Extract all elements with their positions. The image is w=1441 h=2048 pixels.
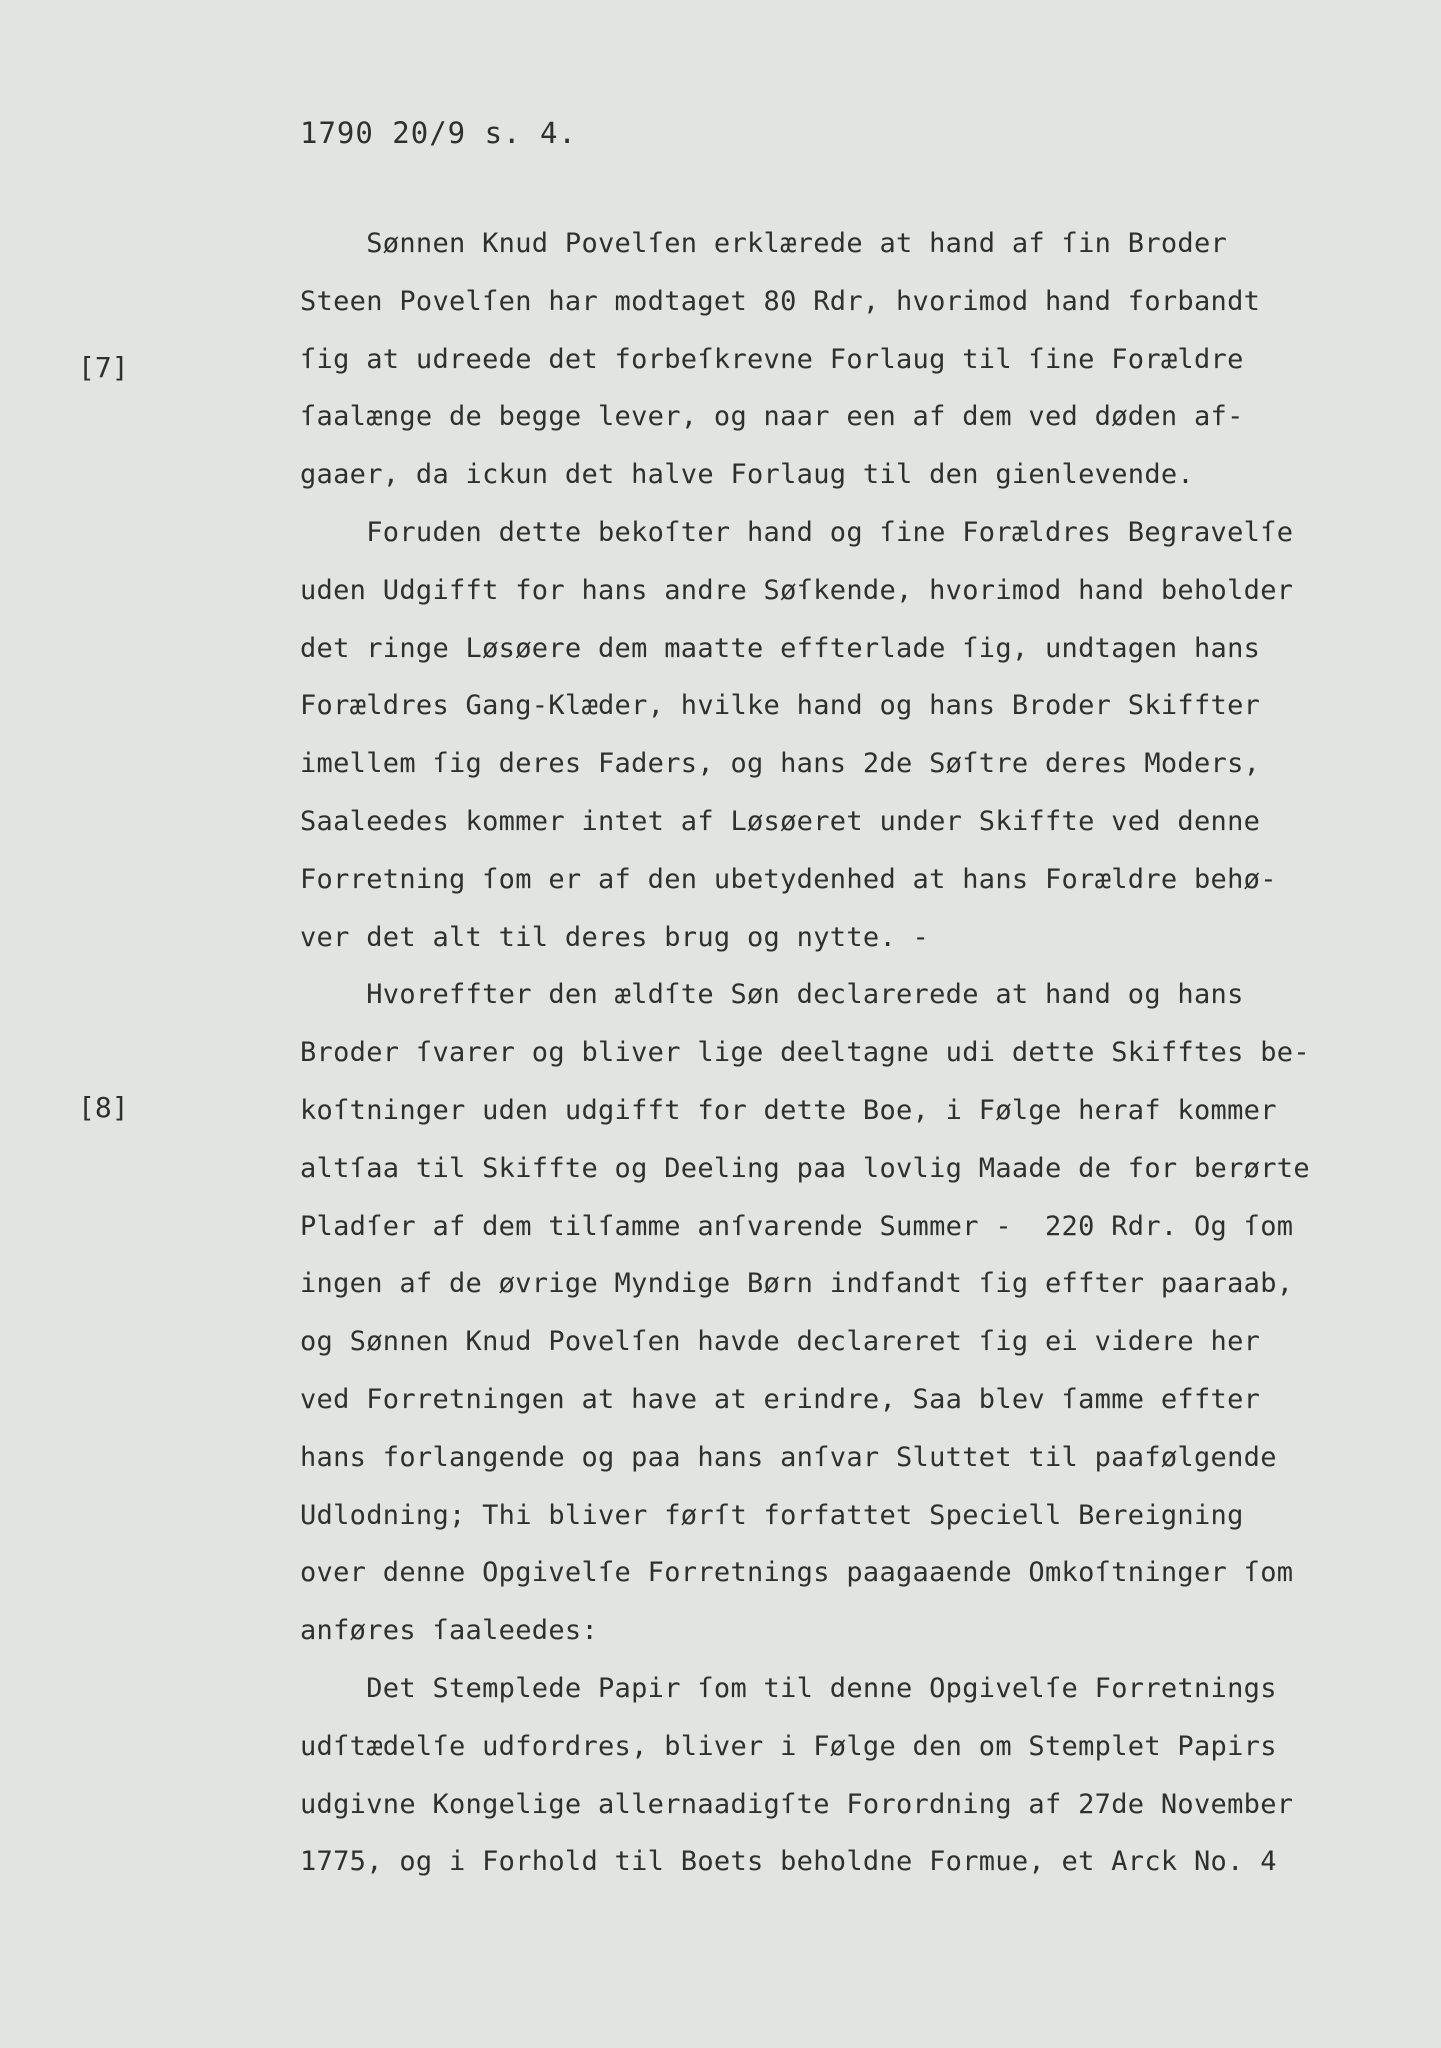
text-line: ingen af de øvrige Myndige Børn indfandt ſig effter paaraab, [300, 1268, 1294, 1299]
text-line: imellem ſig deres Faders, og hans 2de Søſtre deres Moders, [300, 748, 1261, 779]
text-line: 1775, og i Forhold til Boets beholdne Formue, et Arck No. 4 [300, 1846, 1277, 1877]
text-line: koſtninger uden udgifft for dette Boe, i Følge heraf kommer [300, 1095, 1277, 1126]
text-line: anføres ſaaleedes: [300, 1615, 598, 1646]
text-line: Foruden dette bekoſter hand og ſine Forældres Begravelſe [300, 517, 1294, 548]
text-line: hans forlangende og paa hans anſvar Sluttet til paafølgende [300, 1442, 1277, 1473]
text-line: og Sønnen Knud Povelſen havde declareret ſig ei videre her [300, 1326, 1261, 1357]
text-line: Hvoreffter den ældſte Søn declarerede at hand og hans [300, 979, 1244, 1010]
text-line: Udlodning; Thi bliver førſt forfattet Speciell Bereigning [300, 1500, 1244, 1531]
text-line: udgivne Kongelige allernaadigſte Forordning af 27de November [300, 1789, 1294, 1820]
text-line: ved Forretningen at have at erindre, Saa blev ſamme effter [300, 1384, 1261, 1415]
text-line: Det Stemplede Papir ſom til denne Opgivelſe Forretnings [300, 1673, 1277, 1704]
page-header: 1790 20/9 s. 4. [300, 116, 577, 150]
text-line: Saaleedes kommer intet af Løsøeret under Skiffte ved denne [300, 806, 1261, 837]
text-line: det ringe Løsøere dem maatte effterlade ſig, undtagen hans [300, 633, 1261, 664]
text-line: over denne Opgivelſe Forretnings paagaaende Omkoſtninger ſom [300, 1557, 1294, 1588]
text-line: udſtædelſe udfordres, bliver i Følge den om Stemplet Papirs [300, 1731, 1277, 1762]
paragraph-marker-8: [8] [78, 1091, 129, 1124]
text-line: Forretning ſom er af den ubetydenhed at hans Forældre behø- [300, 864, 1277, 895]
text-line: Broder ſvarer og bliver lige deeltagne udi dette Skifftes be- [300, 1037, 1310, 1068]
text-line: Steen Povelſen har modtaget 80 Rdr, hvorimod hand forbandt [300, 286, 1261, 317]
text-line: ſaalænge de begge lever, og naar een af dem ved døden af- [300, 401, 1244, 432]
paragraph-marker-7: [7] [78, 351, 129, 384]
text-line: Sønnen Knud Povelſen erklærede at hand af ſin Broder [300, 228, 1228, 259]
text-line: Forældres Gang-Klæder, hvilke hand og hans Broder Skiffter [300, 690, 1261, 721]
text-line: Pladſer af dem tilſamme anſvarende Summer - 220 Rdr. Og ſom [300, 1211, 1294, 1242]
text-line: gaaer, da ickun det halve Forlaug til den gienlevende. [300, 459, 1194, 490]
text-line: ver det alt til deres brug og nytte. - [300, 922, 930, 953]
text-line: ſig at udreede det forbeſkrevne Forlaug til ſine Forældre [300, 344, 1244, 375]
text-line: altſaa til Skiffte og Deeling paa lovlig Maade de for berørte [300, 1153, 1310, 1184]
text-line: uden Udgifft for hans andre Søſkende, hvorimod hand beholder [300, 575, 1294, 606]
